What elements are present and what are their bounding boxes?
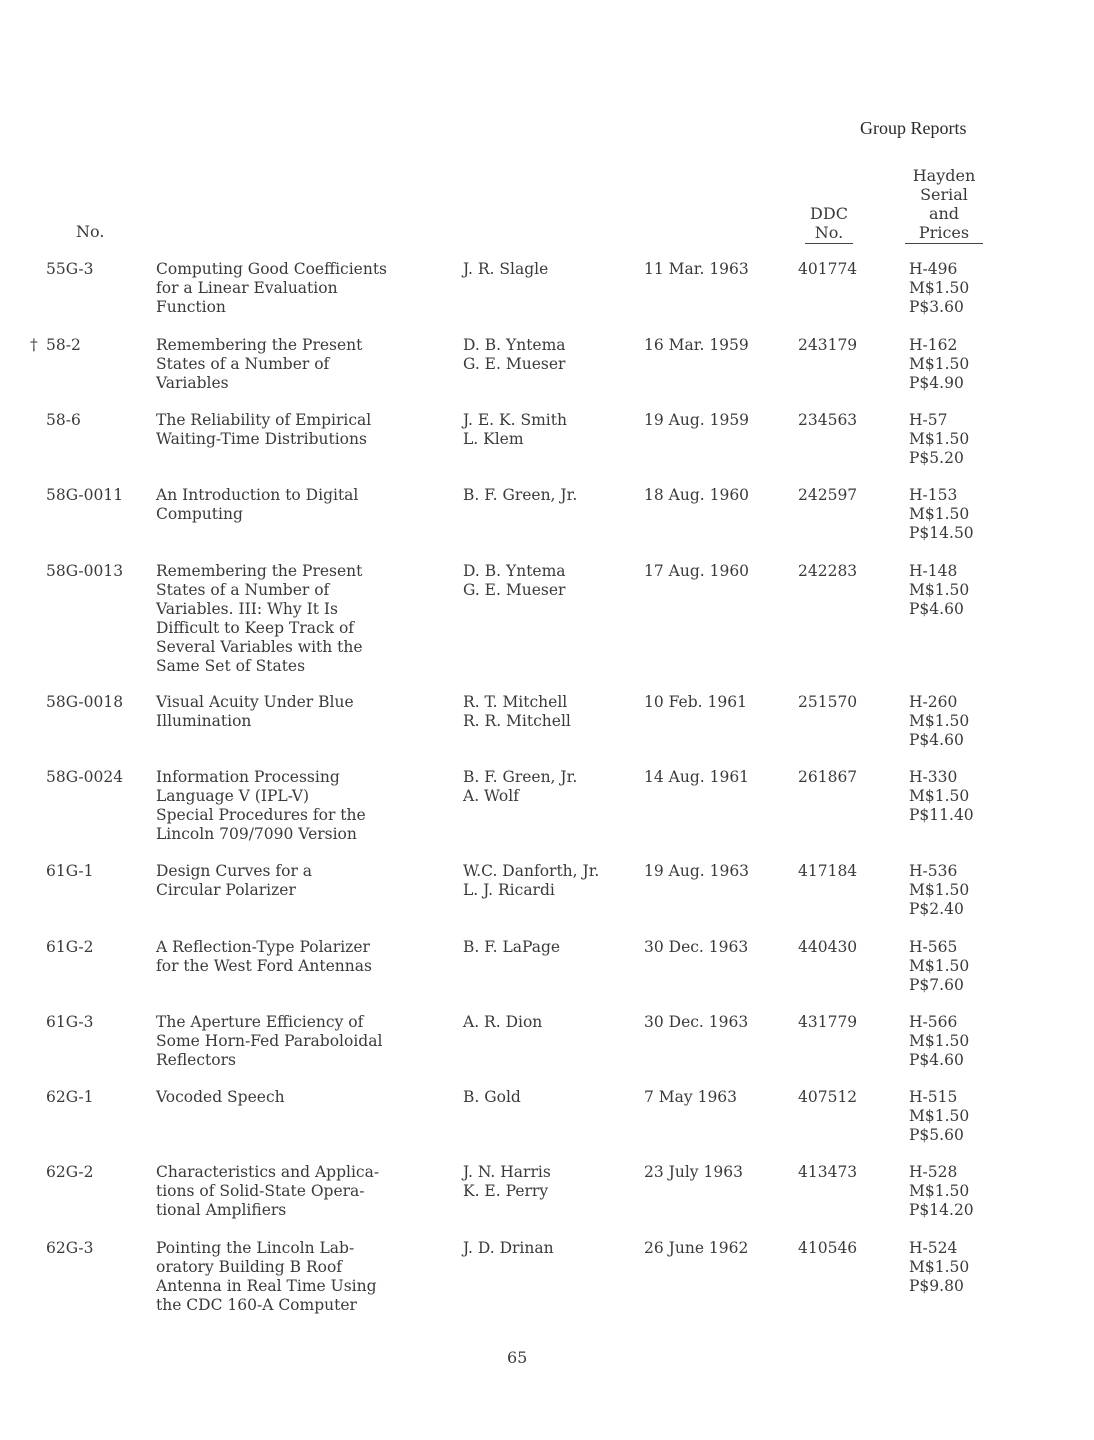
ddc-number: 242283 — [798, 562, 858, 580]
page-number: 65 — [507, 1348, 528, 1367]
column-header-hayden — [905, 166, 983, 244]
ddc-number: 413473 — [798, 1163, 858, 1181]
report-author: B. F. LaPage — [463, 938, 561, 956]
hayden-price: H-496 M$1.50 P$3.60 — [909, 260, 970, 316]
report-number: 61G-2 — [46, 938, 94, 956]
report-author: J. E. K. Smith L. Klem — [463, 411, 567, 448]
report-title: Design Curves for a Circular Polarizer — [156, 862, 313, 899]
ddc-number: 243179 — [798, 336, 858, 354]
report-title: An Introduction to Digital Computing — [156, 486, 359, 523]
hayden-price: H-528 M$1.50 P$14.20 — [909, 1163, 974, 1219]
report-title: The Reliability of Empirical Waiting-Time Distributions — [156, 411, 372, 448]
page-heading: Group Reports — [860, 118, 967, 138]
hayden-price: H-566 M$1.50 P$4.60 — [909, 1013, 970, 1069]
report-number: 55G-3 — [46, 260, 94, 278]
hayden-price: H-515 M$1.50 P$5.60 — [909, 1088, 970, 1144]
report-author: J. D. Drinan — [463, 1239, 554, 1257]
hayden-price: H-153 M$1.50 P$14.50 — [909, 486, 974, 542]
ddc-number: 261867 — [798, 768, 858, 786]
column-header-hayden-line1: Hayden — [912, 166, 976, 185]
report-title: Vocoded Speech — [156, 1088, 285, 1106]
report-date: 11 Mar. 1963 — [644, 260, 749, 278]
report-author: D. B. Yntema G. E. Mueser — [463, 562, 566, 599]
ddc-number: 410546 — [798, 1239, 858, 1257]
hayden-price: H-148 M$1.50 P$4.60 — [909, 562, 970, 618]
report-title: Remembering the Present States of a Number of Variables. III: Why It Is Difficult to Keep Track of Several Variables with the Same Set of States — [156, 562, 363, 675]
ddc-number: 440430 — [798, 938, 858, 956]
report-title: Pointing the Lincoln Lab- oratory Building B Roof Antenna in Real Time Using the CDC 160-A Computer — [156, 1239, 377, 1314]
ddc-number: 242597 — [798, 486, 858, 504]
column-header-ddc — [805, 204, 853, 244]
report-number: 62G-3 — [46, 1239, 94, 1257]
ddc-number: 431779 — [798, 1013, 858, 1031]
hayden-price: H-524 M$1.50 P$9.80 — [909, 1239, 970, 1295]
column-header-hayden-line2: Serial — [920, 185, 968, 204]
report-author: R. T. Mitchell R. R. Mitchell — [463, 693, 571, 730]
report-author: W.C. Danforth, Jr. L. J. Ricardi — [463, 862, 600, 899]
report-title: Remembering the Present States of a Number of Variables — [156, 336, 363, 392]
report-date: 17 Aug. 1960 — [644, 562, 750, 580]
report-date: 7 May 1963 — [644, 1088, 738, 1106]
report-date: 30 Dec. 1963 — [644, 1013, 749, 1031]
ddc-number: 234563 — [798, 411, 858, 429]
report-author: B. Gold — [463, 1088, 521, 1106]
column-header-hayden-line3: and — [928, 204, 960, 223]
hayden-price: H-57 M$1.50 P$5.20 — [909, 411, 970, 467]
report-date: 23 July 1963 — [644, 1163, 743, 1181]
hayden-price: H-536 M$1.50 P$2.40 — [909, 862, 970, 918]
dagger-mark: † — [30, 336, 38, 354]
report-title: Computing Good Coefficients for a Linear Evaluation Function — [156, 260, 388, 316]
column-header-ddc-line2: No. — [805, 223, 853, 244]
report-number: 58G-0024 — [46, 768, 124, 786]
report-date: 14 Aug. 1961 — [644, 768, 750, 786]
report-title: The Aperture Efficiency of Some Horn-Fed Paraboloidal Reflectors — [156, 1013, 383, 1069]
report-date: 19 Aug. 1959 — [644, 411, 750, 429]
report-date: 26 June 1962 — [644, 1239, 749, 1257]
report-date: 18 Aug. 1960 — [644, 486, 750, 504]
report-date: 19 Aug. 1963 — [644, 862, 750, 880]
report-number: 58G-0011 — [46, 486, 124, 504]
report-number: 58-2 — [46, 336, 81, 354]
ddc-number: 401774 — [798, 260, 858, 278]
report-number: 62G-2 — [46, 1163, 94, 1181]
hayden-price: H-565 M$1.50 P$7.60 — [909, 938, 970, 994]
report-author: B. F. Green, Jr. — [463, 486, 578, 504]
ddc-number: 251570 — [798, 693, 858, 711]
ddc-number: 407512 — [798, 1088, 858, 1106]
report-author: A. R. Dion — [463, 1013, 543, 1031]
report-title: Characteristics and Applica- tions of Solid-State Opera- tional Amplifiers — [156, 1163, 380, 1219]
report-date: 30 Dec. 1963 — [644, 938, 749, 956]
report-number: 58G-0013 — [46, 562, 124, 580]
report-author: J. R. Slagle — [463, 260, 549, 278]
hayden-price: H-260 M$1.50 P$4.60 — [909, 693, 970, 749]
report-title: Information Processing Language V (IPL-V) Special Procedures for the Lincoln 709/7090 Version — [156, 768, 366, 843]
report-number: 61G-1 — [46, 862, 94, 880]
report-date: 10 Feb. 1961 — [644, 693, 747, 711]
ddc-number: 417184 — [798, 862, 858, 880]
report-author: B. F. Green, Jr. A. Wolf — [463, 768, 578, 805]
report-date: 16 Mar. 1959 — [644, 336, 749, 354]
report-number: 62G-1 — [46, 1088, 94, 1106]
report-number: 58-6 — [46, 411, 81, 429]
report-author: D. B. Yntema G. E. Mueser — [463, 336, 566, 373]
column-header-ddc-line1: DDC — [810, 204, 848, 223]
report-title: Visual Acuity Under Blue Illumination — [156, 693, 354, 730]
report-author: J. N. Harris K. E. Perry — [463, 1163, 551, 1200]
hayden-price: H-162 M$1.50 P$4.90 — [909, 336, 970, 392]
report-number: 58G-0018 — [46, 693, 124, 711]
hayden-price: H-330 M$1.50 P$11.40 — [909, 768, 974, 824]
report-title: A Reflection-Type Polarizer for the West Ford Antennas — [156, 938, 372, 975]
column-header-hayden-line4: Prices — [905, 223, 983, 244]
report-number: 61G-3 — [46, 1013, 94, 1031]
column-header-no: No. — [76, 222, 105, 241]
